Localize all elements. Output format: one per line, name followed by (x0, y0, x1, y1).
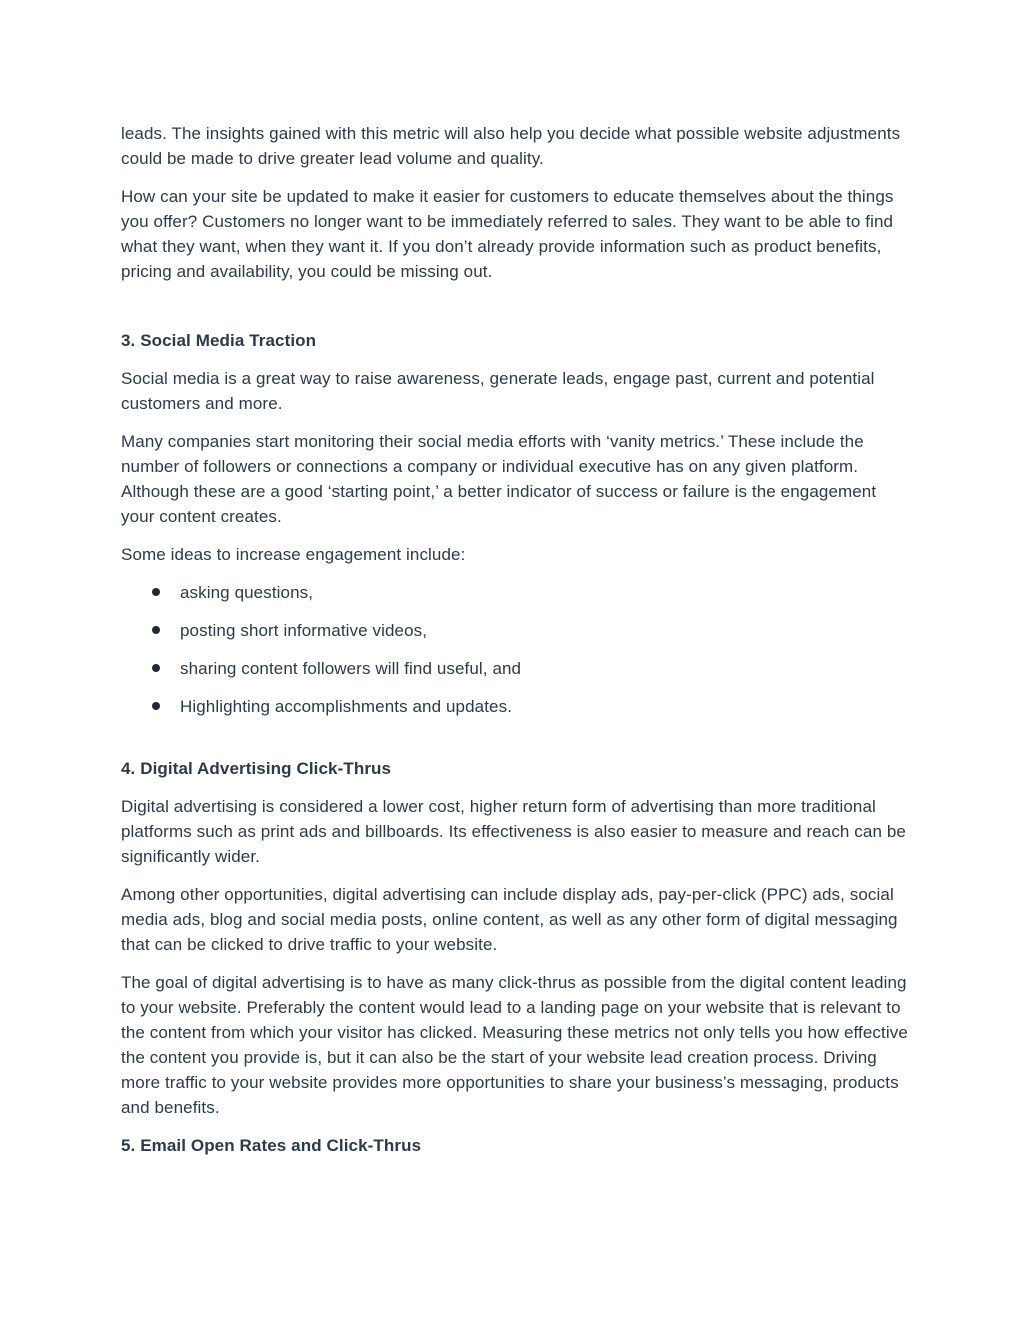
section-4-paragraph-1: Digital advertising is considered a lower cost, higher return form of advertising than more traditional platforms such as print ads and billboards. Its effectiveness is also easier to measure and reach can be significantly wider. (121, 797, 906, 866)
section-3-paragraph-1: Social media is a great way to raise awareness, generate leads, engage past, current and potential customers and more. (121, 369, 875, 413)
list-item-text: Highlighting accomplishments and updates. (180, 697, 513, 716)
section-4-paragraph-3: The goal of digital advertising is to have as many click-thrus as possible from the digital content leading to your website. Preferably the content would lead to a landing page on your website that is relevant to the content from which your visitor has clicked. Measuring these metrics not only tells you how effective the content you provide is, but it can also be the start of your website lead creation process. Driving more traffic to your website provides more opportunities to share your business’s messaging, products and benefits. (121, 973, 908, 1117)
bullet-icon (152, 702, 160, 710)
document-body (121, 121, 911, 1171)
intro-paragraph-2: How can your site be updated to make it easier for customers to educate themselves about the things you offer? Customers no longer want to be immediately referred to sales. They want to be able to find what they want, when they want it. If you don’t already provide information such as product benefits, pricing and availability, you could be missing out. (121, 187, 894, 281)
engagement-ideas-list (121, 580, 911, 719)
list-item (121, 694, 911, 719)
section-4-heading: 4. Digital Advertising Click-Thrus (121, 759, 392, 778)
list-item (121, 656, 911, 681)
list-item-text: sharing content followers will find useful, and (180, 659, 522, 678)
section-3-heading: 3. Social Media Traction (121, 331, 317, 350)
bullet-icon (152, 664, 160, 672)
section-3-paragraph-3: Some ideas to increase engagement include: (121, 545, 466, 564)
section-3-paragraph-2: Many companies start monitoring their social media efforts with ‘vanity metrics.’ These include the number of followers or connections a company or individual executive has on any given platform. Although these are a good ‘starting point,’ a better indicator of success or failure is the engagement your content creates. (121, 432, 877, 526)
section-4-paragraph-2: Among other opportunities, digital advertising can include display ads, pay-per-click (PPC) ads, social media ads, blog and social media posts, online content, as well as any other form of digital messaging that can be clicked to drive traffic to your website. (121, 885, 898, 954)
section-5-heading: 5. Email Open Rates and Click-Thrus (121, 1136, 422, 1155)
bullet-icon (152, 588, 160, 596)
bullet-icon (152, 626, 160, 634)
list-item-text: asking questions, (180, 583, 314, 602)
intro-paragraph-1: leads. The insights gained with this metric will also help you decide what possible website adjustments could be made to drive greater lead volume and quality. (121, 124, 901, 168)
list-item (121, 580, 911, 605)
list-item (121, 618, 911, 643)
list-item-text: posting short informative videos, (180, 621, 428, 640)
